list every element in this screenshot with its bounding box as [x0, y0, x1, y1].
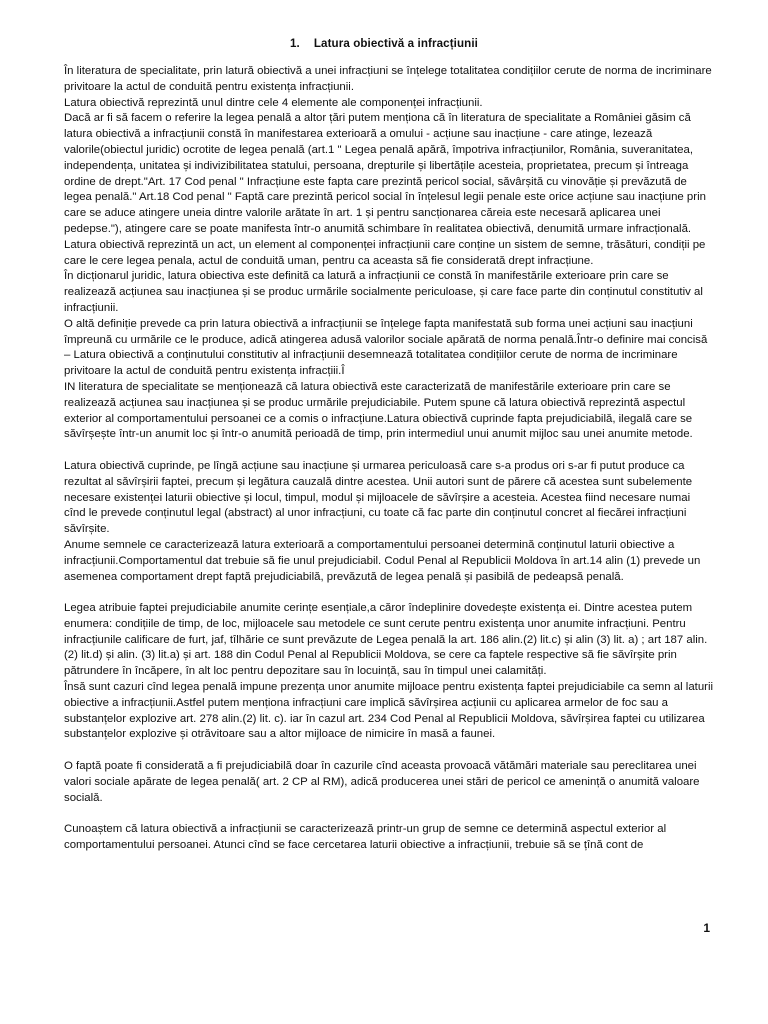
paragraph: Însă sunt cazuri cînd legea penală impune prezența unor anumite mijloace pentru existența faptei prejudiciabile ca semn al laturii obiective a infracțiunii.Astfel putem menționa infracțiuni care implică săvîrșirea acțiunii cu aplicarea armelor de foc sau a substanțelor explozive art. 278 alin.(2) lit. c). iar în cazul art. 234 Cod Penal al Republicii Moldova, săvîrșirea faptei cu utilizarea substanțelor explozive și otrăvitoare sau a altor mijloace de nimicire în masă a faunei.: [64, 681, 714, 741]
section-number: 1.: [289, 37, 300, 50]
paragraph: În dicționarul juridic, latura obiectiva este definită ca latură a infracțiunii ce constă în manifestările exterioare prin care se realizează acțiunea sau inacțiunea și se produc urmările socialmente periculoase, și care face parte din conținutul constitutiv al infracțiunii.: [64, 270, 703, 314]
paragraph: Latura obiectivă reprezintă unul dintre cele 4 elemente ale componenței infracțiunii.: [64, 96, 483, 109]
document-body: [64, 64, 714, 854]
paragraph: Legea atribuie faptei prejudiciabile anumite cerințe esențiale,a căror îndeplinire dovedește existența ei. Dintre acestea putem enumera: condițiile de timp, de loc, mijloacele sau metodele ce sunt cerute pentru existența unor anumite infracțiuni. Pentru infracțiunile calificare de furt, jaf, tîlhărie ce sunt prevăzute de Legea penală la art. 186 alin.(2) lit.c) și alin (3) lit. a) ; art 187 alin. (2) lit.d) și alin. (3) lit.a) și art. 188 din Codul Penal al Republicii Moldova, se cere ca faptele respective să fie săvîrșite prin pătrundere în încăpere, în alt loc pentru depozitare sau în locuință, sau în timpul unei calamități.: [64, 602, 708, 678]
paragraph: Cunoaștem că latura obiectivă a infracțiunii se caracterizează printr-un grup de semne ce determină aspectul exterior al comportamentului persoanei. Atunci cînd se face cercetarea laturii obiective a infracțiunii, trebuie să se țînă cont de: [64, 823, 667, 852]
paragraph: O altă definiție prevede ca prin latura obiectivă a infracțiunii se înțelege fapta manifestată sub forma unei acțiuni sau inacțiuni împreună cu urmările ce le produce, adică atingerea adusă valorilor sociale apărată de norma penală.Într-o definire mai concisă – Latura obiectivă a conținutului constitutiv al infracțiunii desemnează totalitatea condițiilor cerute de norma de incriminare privitoare la actul de conduită pentru existența infracțiii.Î: [64, 317, 708, 378]
section-title: Latura obiectivă a infracțiunii: [313, 37, 479, 50]
paragraph: Latura obiectivă cuprinde, pe lîngă acțiune sau inacțiune și urmarea periculoasă care s-a produs ori s-ar fi putut produce ca rezultat al săvîrșirii faptei, precum și legătura cauzală dintre acestea. Unii autori sunt de părere că acestea sunt subelemente necesare existenței laturii obiective și locul, timpul, modul și mijloacele de săvîrșire a acesteia. Acestea fiind necesare numai cînd le prevede conținutul legal (abstract) al unor infracțiuni, cu toate că fac parte din conținutul concret al fiecărei infracțiuni săvîrșite.: [64, 459, 693, 536]
section-heading: [0, 36, 768, 52]
paragraph: O faptă poate fi considerată a fi prejudiciabilă doar în cazurile cînd aceasta provoacă vătămări materiale sau pereclitarea unei valori sociale apărate de legea penală( art. 2 CP al RM), adică producerea unei stări de pericol ce amenință o anumită valoare socială.: [64, 760, 700, 804]
page-number: 1: [703, 921, 710, 935]
paragraph: Dacă ar fi să facem o referire la legea penală a altor țări putem menționa că în literatura de specialitate a României găsim că latura obiectivă a infracțiunii constă în manifestarea exterioară a omului - acțiune sau inacțiune - care atinge, lezează valorile(obiectul juridic) ocrotite de legea penală (art.1 " Legea penală apără, împotriva infracțiunilor, România, suveranitatea, independența, unitatea și indivizibilitatea statului, persoana, drepturile și libertățile acesteia, proprietatea, precum și întreaga ordine de drept."Art. 17 Cod penal " Infracțiune este fapta care prezintă pericol social, săvârșită cu vinovăție și prevăzută de legea penală." Art.18 Cod penal " Faptă care prezintă pericol social în înțelesul legii penale este orice acțiune sau inacțiune prin care se aduce atingere uneia dintre valorile arătate în art. 1 și pentru sancționarea căreia este necesară aplicarea unei pedepse."), atingere care se poate manifesta într-o anumită schimbare în realitatea obiectivă, denumită urmare infracțională.: [64, 112, 706, 235]
paragraph: În literatura de specialitate, prin latură obiectivă a unei infracțiuni se înțelege totalitatea condițiilor cerute de norma de incriminare privitoare la actul de conduită pentru existența infracțiunii.: [64, 65, 712, 93]
paragraph: Latura obiectivă reprezintă un act, un element al componenței infracțiunii care conține un sistem de semne, trăsături, condiții pe care le cere legea penala, actul de conduită uman, pentru ca aceasta să fie considerată drept infracțiune.: [64, 238, 706, 267]
paragraph: IN literatura de specialitate se menționează că latura obiectivă este caracterizată de manifestările exterioare prin care se realizează acțiunea sau inacțiunea și se produc urmările prejudiciabile. Putem spune că latura obiectivă reprezintă aspectul exterior al comportamentului persoanei ce a comis o infracțiune.Latura obiectivă cuprinde fapta prejudiciabilă, ilegală care se săvîrșește într-un anumit loc și într-o anumită perioadă de timp, prin intermediul unui anumit mijloc sau unei anumite metode.: [64, 380, 693, 441]
paragraph: Anume semnele ce caracterizează latura exterioară a comportamentului persoanei determină conținutul laturii obiective a infracțiunii.Comportamentul dat trebuie să fie unul prejudiciabil. Codul Penal al Republicii Moldova în art.14 alin (1) prevede un asemenea comportament drept faptă prejudiciabilă, prevăzută de legea penală și pasibilă de pedeapsă penală.: [64, 538, 701, 583]
